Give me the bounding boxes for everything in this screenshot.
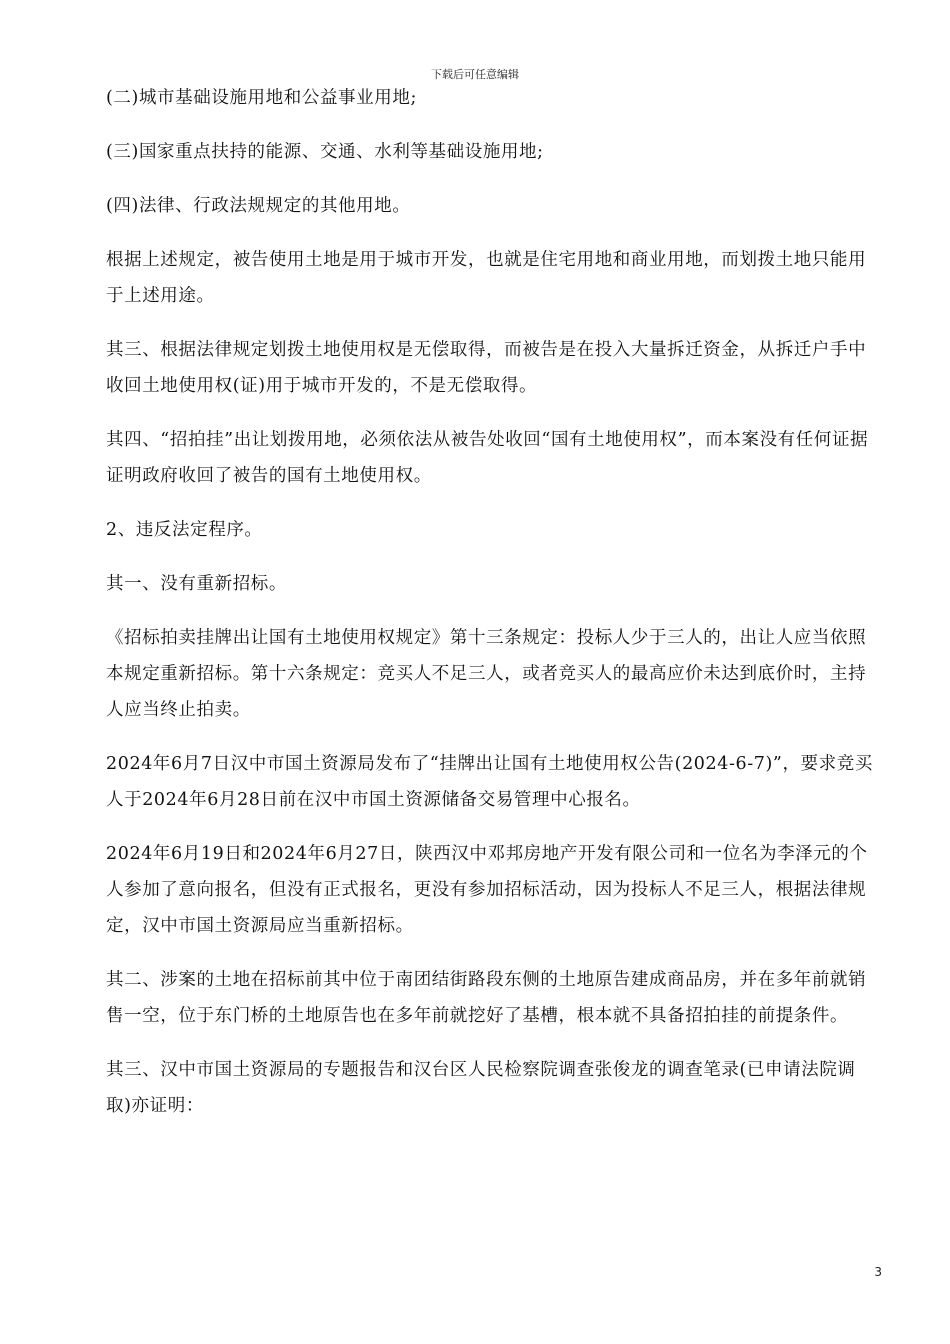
paragraph: 其四、“招拍挂”出让划拨用地，必须依法从被告处收回“国有土地使用权”，而本案没有任何证据证明政府收回了被告的国有土地使用权。 xyxy=(106,430,869,486)
paragraph: 2、违反法定程序。 xyxy=(106,520,263,540)
paragraph: (四)法律、行政法规规定的其他用地。 xyxy=(106,196,411,216)
paragraph: 其三、汉中市国土资源局的专题报告和汉台区人民检察院调查张俊龙的调查笔录(已申请法院调取)亦证明： xyxy=(106,1060,856,1116)
paragraph: 2024年6月7日汉中市国土资源局发布了“挂牌出让国有土地使用权公告(2024-6-7)”，要求竞买人于2024年6月28日前在汉中市国土资源储备交易管理中心报名。 xyxy=(106,754,873,810)
paragraph: 其二、涉案的土地在招标前其中位于南团结街路段东侧的土地原告建成商品房，并在多年前就销售一空，位于东门桥的土地原告也在多年前就挖好了基槽，根本就不具备招拍挂的前提条件。 xyxy=(106,970,867,1026)
paragraph: (三)国家重点扶持的能源、交通、水利等基础设施用地; xyxy=(106,142,544,162)
page-number: 3 xyxy=(874,1265,882,1279)
paragraph: 其三、根据法律规定划拨土地使用权是无偿取得，而被告是在投入大量拆迁资金，从拆迁户手中收回土地使用权(证)用于城市开发的，不是无偿取得。 xyxy=(106,340,867,396)
paragraph: (二)城市基础设施用地和公益事业用地; xyxy=(106,88,417,108)
document-body xyxy=(106,80,876,1142)
paragraph: 根据上述规定，被告使用土地是用于城市开发，也就是住宅用地和商业用地，而划拨土地只能用于上述用途。 xyxy=(106,250,867,306)
paragraph: 其一、没有重新招标。 xyxy=(106,574,287,594)
paragraph: 2024年6月19日和2024年6月27日，陕西汉中邓邦房地产开发有限公司和一位名为李泽元的个人参加了意向报名，但没有正式报名，更没有参加招标活动，因为投标人不足三人，根据法律规定，汉中市国土资源局应当重新招标。 xyxy=(106,844,868,936)
paragraph: 《招标拍卖挂牌出让国有土地使用权规定》第十三条规定：投标人少于三人的，出让人应当依照本规定重新招标。第十六条规定：竞买人不足三人，或者竞买人的最高应价未达到底价时，主持人应当终止拍卖。 xyxy=(106,628,867,720)
header-note: 下载后可任意编辑 xyxy=(431,68,519,81)
